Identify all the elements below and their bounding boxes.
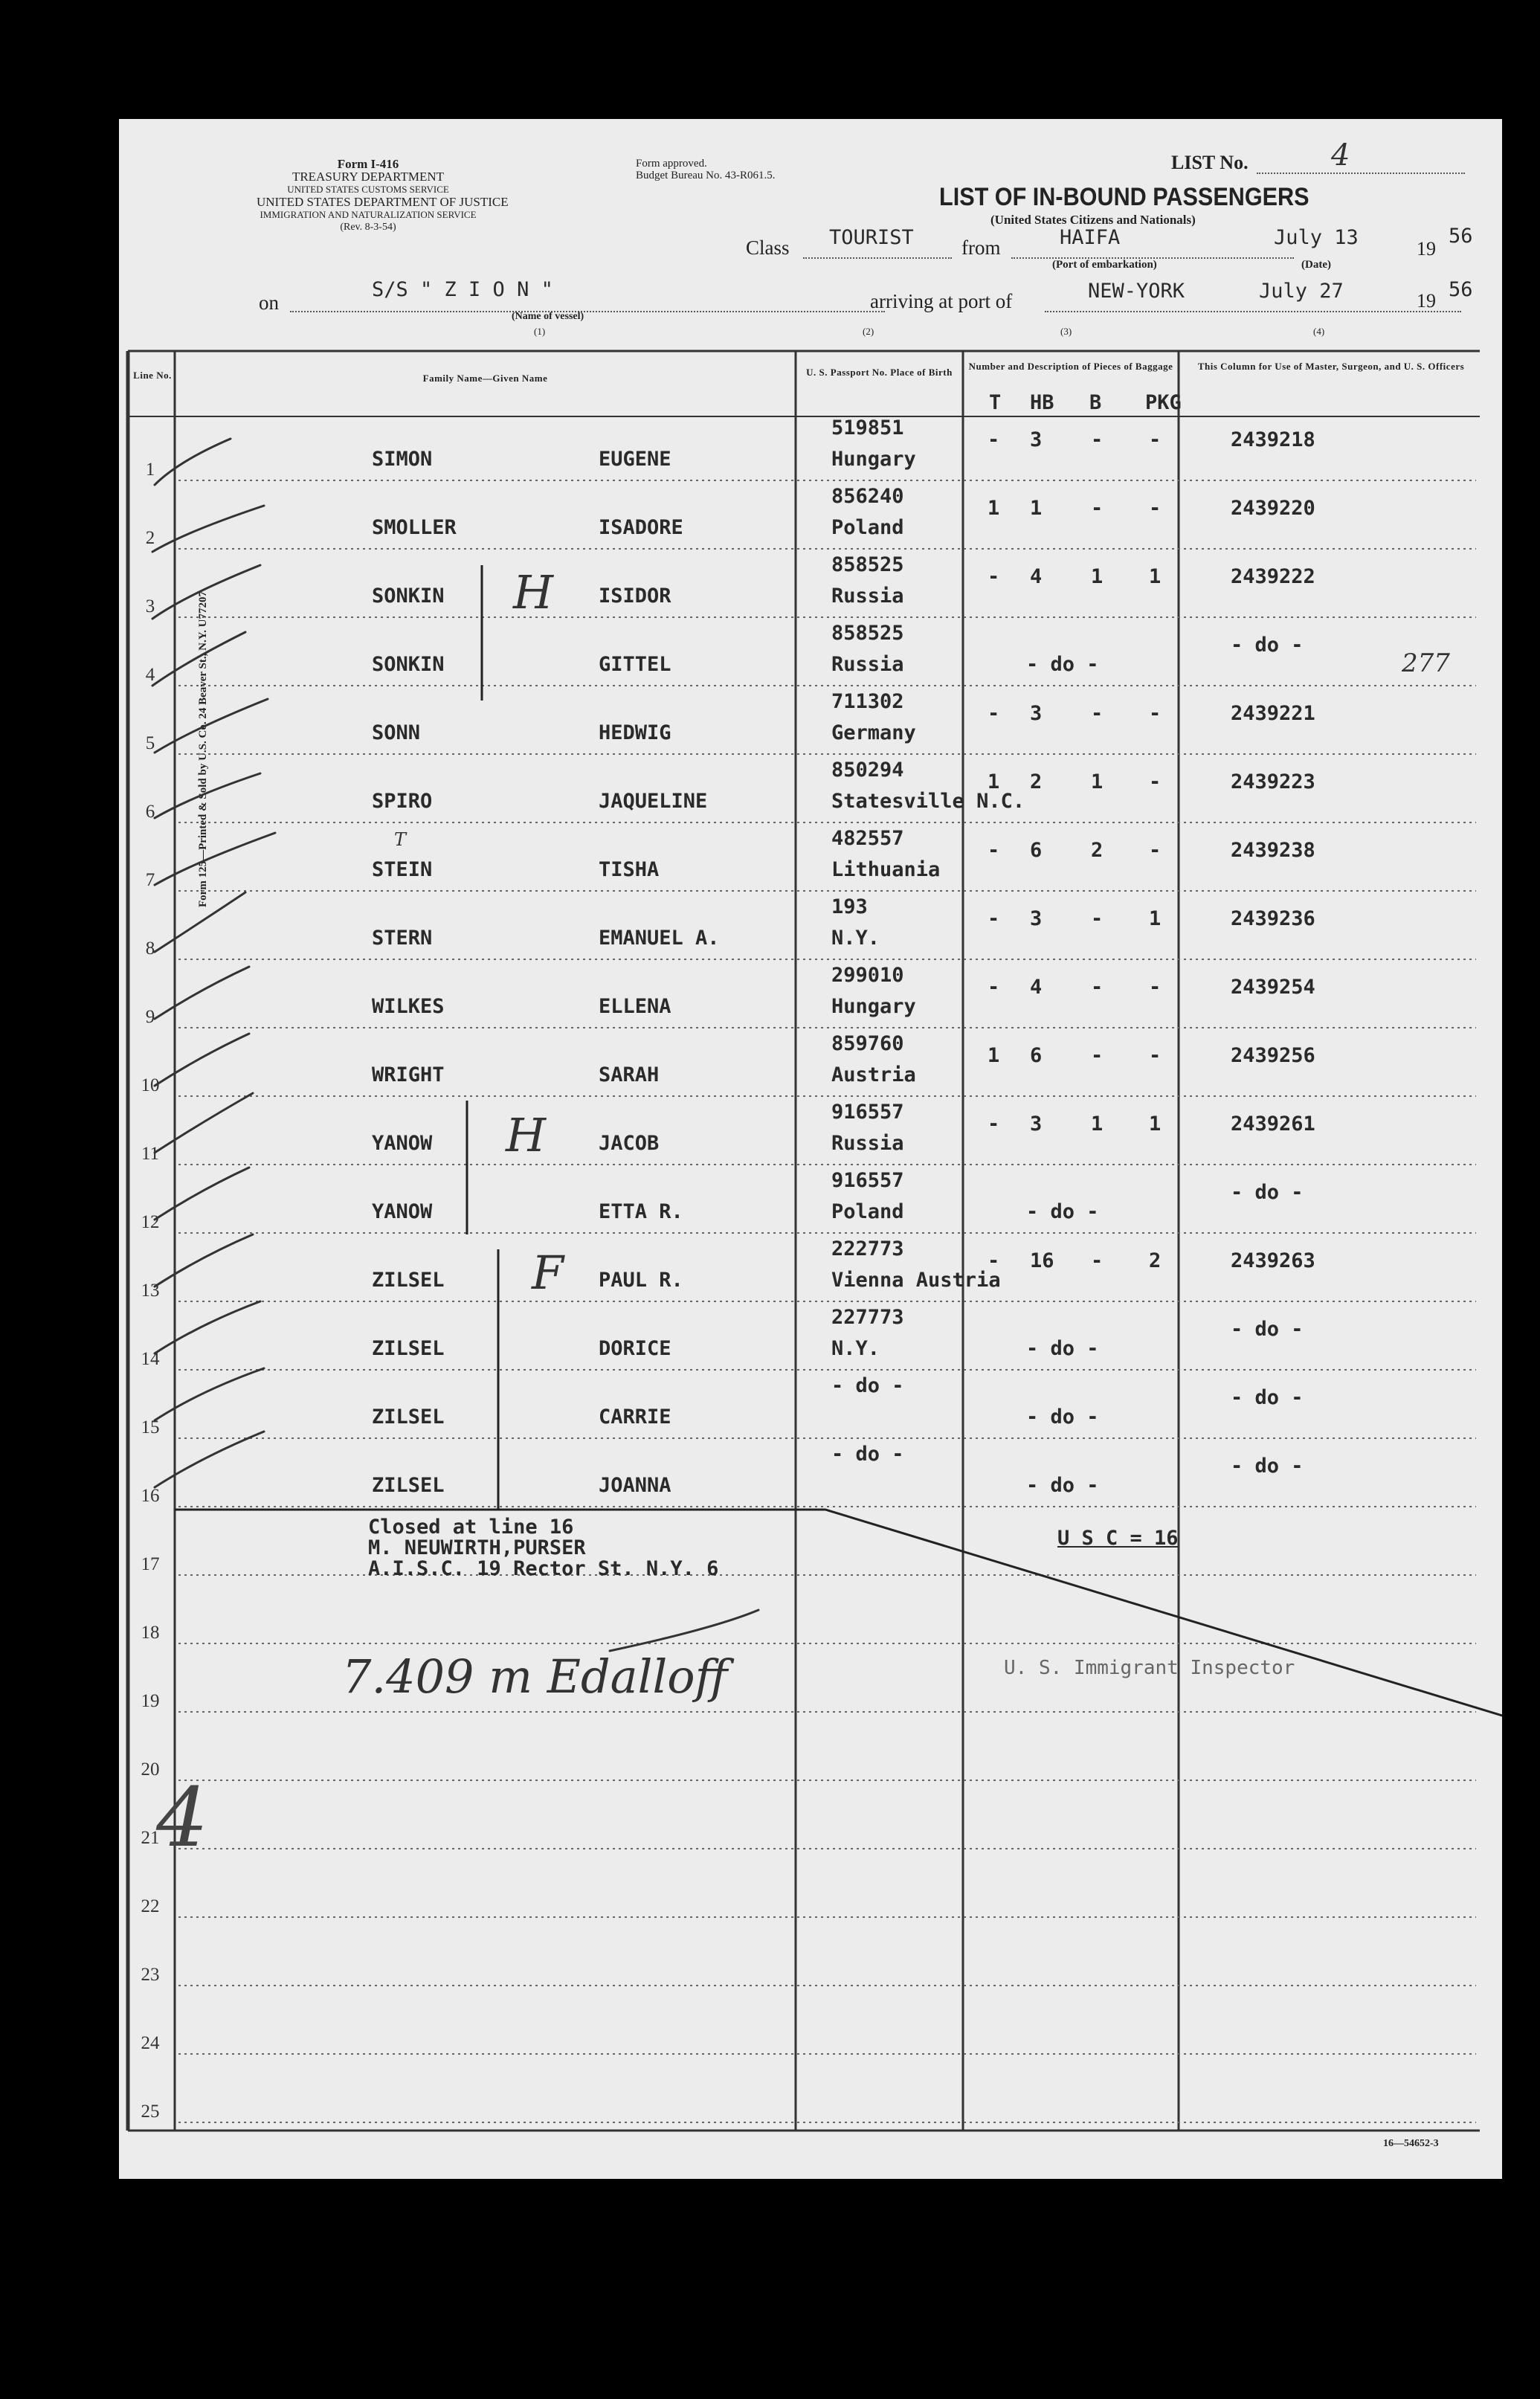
place-of-birth: Hungary — [831, 995, 916, 1018]
baggage-b: - — [1091, 702, 1104, 725]
baggage-pkg: - — [1149, 497, 1162, 520]
baggage-pkg: - — [1149, 702, 1162, 725]
given-name: JOANNA — [599, 1474, 671, 1497]
given-name: HEDWIG — [599, 721, 671, 744]
passport-number: 916557 — [831, 1169, 904, 1192]
margin-page-number: 4 — [156, 1770, 208, 1865]
given-name: DORICE — [599, 1337, 671, 1360]
bag-hb-header: HB — [1030, 391, 1054, 414]
given-name: GITTEL — [599, 653, 671, 676]
officer-number: 2439221 — [1231, 702, 1315, 725]
inspector-signature: 7.409 m Edalloff — [342, 1649, 728, 1704]
family-name: YANOW — [372, 1200, 433, 1223]
departure-date: July 13 — [1274, 226, 1359, 249]
passport-number: - do - — [831, 1374, 904, 1397]
passport-number: 519851 — [831, 416, 904, 439]
officer-number: 2439218 — [1231, 428, 1315, 451]
family-name: SONKIN — [372, 585, 445, 608]
line-number: 1 — [145, 460, 155, 480]
from-label: from — [961, 236, 1001, 259]
baggage-pkg: 1 — [1149, 565, 1162, 588]
class-value: TOURIST — [829, 226, 914, 249]
line-number: 22 — [141, 1896, 160, 1916]
officer-number: 2439261 — [1231, 1112, 1315, 1136]
given-name: PAUL R. — [599, 1269, 683, 1292]
family-name: ZILSEL — [372, 1337, 445, 1360]
family-name: SIMON — [372, 448, 433, 471]
form-number: Form I-416 — [337, 157, 399, 171]
baggage-ditto: - do - — [1026, 1200, 1099, 1223]
baggage-t: - — [988, 702, 1000, 725]
line-number: 13 — [141, 1281, 160, 1301]
family-name: STEIN — [372, 858, 433, 881]
line-number: 8 — [145, 938, 155, 959]
family-bracket-f: F — [532, 1246, 564, 1300]
arrival-date: July 27 — [1259, 280, 1344, 303]
customs-service: UNITED STATES CUSTOMS SERVICE — [287, 184, 449, 195]
place-of-birth: N.Y. — [831, 927, 880, 950]
officer-number: 2439263 — [1231, 1249, 1315, 1272]
passport-number: 711302 — [831, 690, 904, 713]
given-name: EUGENE — [599, 448, 671, 471]
baggage-ditto: - do - — [1026, 1474, 1099, 1497]
ins-service: IMMIGRATION AND NATURALIZATION SERVICE — [260, 209, 477, 220]
family-name: SONN — [372, 721, 421, 744]
family-name: YANOW — [372, 1132, 433, 1155]
line-number: 25 — [141, 2102, 160, 2122]
baggage-hb: 3 — [1030, 907, 1043, 930]
baggage-hb: 6 — [1030, 1044, 1043, 1067]
place-of-birth: Russia — [831, 653, 904, 676]
list-number-label: LIST No. — [1171, 152, 1249, 173]
col-header-name: Family Name—Given Name — [422, 373, 548, 384]
place-of-birth: Russia — [831, 1132, 904, 1155]
place-of-birth: Russia — [831, 585, 904, 608]
passport-number: - do - — [831, 1443, 904, 1466]
given-name: JAQUELINE — [599, 790, 708, 813]
baggage-t: - — [988, 428, 1000, 451]
passport-number: 858525 — [831, 553, 904, 576]
from-value: HAIFA — [1060, 226, 1121, 249]
passport-number: 482557 — [831, 827, 904, 850]
bag-pkg-header: PKG — [1145, 391, 1182, 414]
baggage-hb: 16 — [1030, 1249, 1054, 1272]
baggage-b: - — [1091, 976, 1104, 999]
manifest-page — [119, 119, 1502, 2179]
line-number: 18 — [141, 1623, 160, 1643]
baggage-b: - — [1091, 907, 1104, 930]
line-number: 10 — [141, 1075, 160, 1095]
baggage-t: 1 — [988, 770, 1000, 793]
baggage-hb: 2 — [1030, 770, 1043, 793]
footer-code: 16—54652-3 — [1383, 2138, 1439, 2149]
baggage-ditto: - do - — [1026, 653, 1099, 676]
baggage-pkg: - — [1149, 839, 1162, 862]
officer-number: - do - — [1231, 1386, 1304, 1409]
baggage-pkg: 1 — [1149, 907, 1162, 930]
given-name: ELLENA — [599, 995, 671, 1018]
baggage-b: - — [1091, 428, 1104, 451]
list-number-value: 4 — [1331, 138, 1350, 173]
family-name: SPIRO — [372, 790, 433, 813]
baggage-t: 1 — [988, 1044, 1000, 1067]
baggage-hb: 3 — [1030, 702, 1043, 725]
line-number: 6 — [145, 802, 155, 822]
place-of-birth: Poland — [831, 516, 904, 539]
officer-number: 2439238 — [1231, 839, 1315, 862]
given-name: SARAH — [599, 1063, 660, 1086]
departure-year: 56 — [1449, 225, 1473, 248]
baggage-b: 2 — [1091, 839, 1104, 862]
line-number: 17 — [141, 1554, 160, 1574]
place-of-birth: Austria — [831, 1063, 916, 1086]
baggage-b: 1 — [1091, 565, 1104, 588]
officer-number: 2439256 — [1231, 1044, 1315, 1067]
passport-number: 916557 — [831, 1101, 904, 1124]
line-number: 5 — [145, 733, 155, 753]
baggage-t: - — [988, 907, 1000, 930]
col-index-2: (2) — [863, 326, 874, 337]
arrival-19: 19 — [1417, 290, 1436, 312]
line-number: 9 — [145, 1007, 155, 1027]
baggage-hb: 1 — [1030, 497, 1043, 520]
line-number: 15 — [141, 1417, 160, 1437]
baggage-pkg: - — [1149, 1044, 1162, 1067]
col-header-baggage: Number and Description of Pieces of Baggage — [968, 361, 1173, 372]
family-name: STERN — [372, 927, 433, 950]
officer-number: - do - — [1231, 634, 1304, 657]
baggage-t: - — [988, 1112, 1000, 1136]
line-number: 2 — [145, 528, 155, 548]
col-header-line: Line No. — [133, 370, 172, 381]
vessel-name: S/S " Z I O N " — [372, 278, 553, 301]
passport-number: 859760 — [831, 1032, 904, 1055]
baggage-pkg: - — [1149, 976, 1162, 999]
form-revision: (Rev. 8-3-54) — [340, 222, 396, 233]
baggage-ditto: - do - — [1026, 1405, 1099, 1429]
officer-number: - do - — [1231, 1318, 1304, 1341]
arrival-year: 56 — [1449, 278, 1473, 301]
line-number: 23 — [141, 1965, 160, 1985]
baggage-pkg: 2 — [1149, 1249, 1162, 1272]
line-number: 7 — [145, 870, 155, 890]
passport-number: 856240 — [831, 485, 904, 508]
baggage-b: 1 — [1091, 1112, 1104, 1136]
officer-number: 2439254 — [1231, 976, 1315, 999]
baggage-pkg: - — [1149, 428, 1162, 451]
family-name: SONKIN — [372, 653, 445, 676]
place-of-birth: Vienna Austria — [831, 1269, 1001, 1292]
baggage-b: - — [1091, 1044, 1104, 1067]
baggage-b: 1 — [1091, 770, 1104, 793]
usc-total: U S C = 16 — [1057, 1527, 1179, 1550]
justice-dept: UNITED STATES DEPARTMENT OF JUSTICE — [257, 195, 509, 209]
officer-number: 2439236 — [1231, 907, 1315, 930]
page-title: LIST OF IN-BOUND PASSENGERS — [939, 183, 1309, 211]
baggage-hb: 4 — [1030, 976, 1043, 999]
baggage-t: - — [988, 839, 1000, 862]
vessel-caption: (Name of vessel) — [512, 311, 584, 322]
officer-number: - do - — [1231, 1455, 1304, 1478]
family-name: WRIGHT — [372, 1063, 445, 1086]
line-number: 24 — [141, 2033, 160, 2053]
baggage-ditto: - do - — [1026, 1337, 1099, 1360]
family-name: ZILSEL — [372, 1474, 445, 1497]
baggage-hb: 4 — [1030, 565, 1043, 588]
baggage-hb: 3 — [1030, 428, 1043, 451]
bag-t-header: T — [989, 391, 1002, 414]
place-of-birth: Poland — [831, 1200, 904, 1223]
baggage-b: - — [1091, 1249, 1104, 1272]
place-of-birth: Lithuania — [831, 858, 941, 881]
place-of-birth: N.Y. — [831, 1337, 880, 1360]
baggage-pkg: - — [1149, 770, 1162, 793]
margin-note-277: 277 — [1402, 648, 1450, 678]
line-number: 19 — [141, 1691, 160, 1711]
place-of-birth: Statesville N.C. — [831, 790, 1025, 813]
on-label: on — [259, 292, 279, 314]
stein-correction: T — [394, 829, 407, 850]
baggage-t: - — [988, 565, 1000, 588]
line-number: 12 — [141, 1212, 160, 1232]
family-name: SMOLLER — [372, 516, 457, 539]
passport-number: 193 — [831, 895, 868, 918]
officer-number: - do - — [1231, 1181, 1304, 1204]
col-index-4: (4) — [1313, 326, 1325, 337]
given-name: EMANUEL A. — [599, 927, 720, 950]
place-of-birth: Hungary — [831, 448, 916, 471]
line-number: 3 — [145, 596, 155, 616]
col-index-1: (1) — [534, 326, 546, 337]
passport-number: 222773 — [831, 1237, 904, 1260]
baggage-pkg: 1 — [1149, 1112, 1162, 1136]
from-caption: (Port of embarkation) — [1052, 259, 1157, 271]
form-approved: Form approved. — [636, 158, 707, 170]
col-header-passport: U. S. Passport No. Place of Birth — [806, 367, 953, 378]
line-number: 14 — [141, 1349, 160, 1369]
family-name: WILKES — [372, 995, 445, 1018]
closed-at-line: Closed at line 16 — [368, 1516, 574, 1539]
given-name: CARRIE — [599, 1405, 671, 1429]
date-caption: (Date) — [1301, 259, 1331, 271]
officer-number: 2439222 — [1231, 565, 1315, 588]
baggage-hb: 6 — [1030, 839, 1043, 862]
line-number: 4 — [145, 665, 155, 685]
baggage-t: 1 — [988, 497, 1000, 520]
purser-address: A.I.S.C. 19 Rector St. N.Y. 6 — [368, 1557, 719, 1580]
treasury-dept: TREASURY DEPARTMENT — [291, 170, 445, 184]
family-bracket-h: H — [506, 1108, 547, 1162]
departure-19: 19 — [1417, 238, 1436, 260]
purser-name: M. NEUWIRTH,PURSER — [368, 1536, 586, 1559]
passport-number: 299010 — [831, 964, 904, 987]
line-number: 11 — [141, 1144, 160, 1164]
bag-b-header: B — [1089, 391, 1102, 414]
given-name: ETTA R. — [599, 1200, 683, 1223]
family-name: ZILSEL — [372, 1269, 445, 1292]
page-subtitle: (United States Citizens and Nationals) — [990, 213, 1196, 227]
arriving-label: arriving at port of — [870, 290, 1013, 312]
col-index-3: (3) — [1060, 326, 1072, 337]
printer-imprint: Form 125—Printed & Sold by U.S. Co. 24 Beaver St., N.Y. U77207 — [197, 590, 209, 907]
officer-number: 2439223 — [1231, 770, 1315, 793]
col-header-officers: This Column for Use of Master, Surgeon, and U. S. Officers — [1197, 361, 1465, 372]
officer-number: 2439220 — [1231, 497, 1315, 520]
given-name: ISADORE — [599, 516, 683, 539]
given-name: JACOB — [599, 1132, 660, 1155]
baggage-t: - — [988, 976, 1000, 999]
inspector-caption: U. S. Immigrant Inspector — [1004, 1657, 1295, 1679]
family-bracket-h: H — [513, 565, 554, 619]
place-of-birth: Germany — [831, 721, 916, 744]
given-name: TISHA — [599, 858, 660, 881]
baggage-t: - — [988, 1249, 1000, 1272]
budget-bureau: Budget Bureau No. 43-R061.5. — [636, 170, 776, 181]
passport-number: 227773 — [831, 1306, 904, 1329]
line-number: 21 — [141, 1828, 160, 1848]
line-number: 20 — [141, 1759, 160, 1780]
passport-number: 858525 — [831, 622, 904, 645]
baggage-hb: 3 — [1030, 1112, 1043, 1136]
family-name: ZILSEL — [372, 1405, 445, 1429]
arrival-port: NEW-YORK — [1088, 280, 1185, 303]
given-name: ISIDOR — [599, 585, 671, 608]
baggage-b: - — [1091, 497, 1104, 520]
class-label: Class — [746, 236, 790, 259]
passport-number: 850294 — [831, 759, 904, 782]
line-number: 16 — [141, 1486, 160, 1506]
